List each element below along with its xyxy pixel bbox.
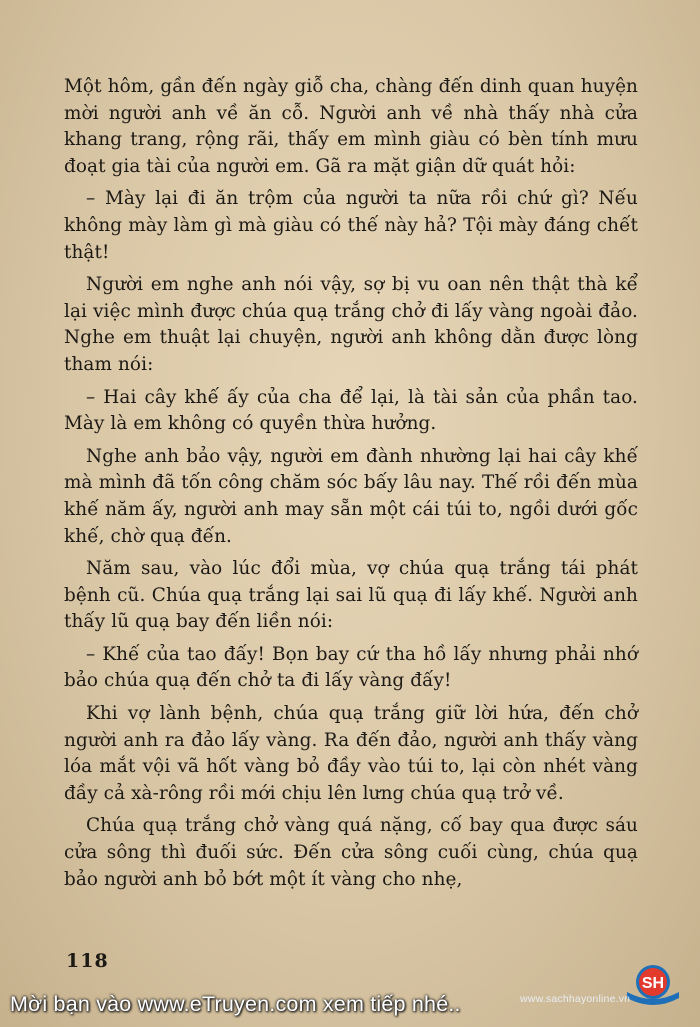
paragraph-6: Năm sau, vào lúc đổi mùa, vợ chúa quạ trắng tái phát bệnh cũ. Chúa quạ trắng lại sai lũ quạ đi lấy khế. Người anh thấy lũ quạ bay đến liền nói: [64, 558, 638, 633]
paragraph-1: Một hôm, gần đến ngày giỗ cha, chàng đến dinh quan huyện mời người anh về ăn cỗ. Người anh về nhà thấy nhà cửa khang trang, rộng rãi, thấy em mình giàu có bèn tính mưu đoạt gia tài của người em. Gã ra mặt giận dữ quát hỏi: [64, 76, 638, 177]
page-number: 118 [66, 950, 109, 972]
paragraph-8: Khi vợ lành bệnh, chúa quạ trắng giữ lời hứa, đến chở người anh ra đảo lấy vàng. Ra đến đảo, người anh thấy vàng lóa mắt vội vã hốt vàng bỏ đầy vào túi to, lại còn nhét vàng đầy cả xà-rông rồi mới chịu lên lưng chúa quạ trở về. [64, 703, 638, 804]
paragraph-3: Người em nghe anh nói vậy, sợ bị vu oan nên thật thà kể lại việc mình được chúa quạ trắng chở đi lấy vàng ngoài đảo. Nghe em thuật lại chuyện, người anh không dằn được lòng tham nói: [64, 274, 638, 375]
paragraph-9: Chúa quạ trắng chở vàng quá nặng, cố bay qua được sáu cửa sông thì đuối sức. Đến cửa sông cuối cùng, chúa quạ bảo người anh bỏ bớt một ít vàng cho nhẹ, [64, 815, 638, 890]
paragraph-4: – Hai cây khế ấy của cha để lại, là tài sản của phần tao. Mày là em không có quyền thừa hưởng. [64, 386, 638, 435]
watermark-site: www.sachhayonline.vn [520, 993, 631, 1005]
story-text [64, 74, 638, 899]
etruyen-banner[interactable]: Mời bạn vào www.eTruyen.com xem tiếp nhé.. [10, 992, 461, 1016]
logo-text: SH [641, 975, 665, 992]
paragraph-5: Nghe anh bảo vậy, người em đành nhường lại hai cây khế mà mình đã tốn công chăm sóc bấy lâu nay. Thế rồi đến mùa khế năm ấy, người anh may sẵn một cái túi to, ngồi dưới gốc khế, chờ quạ đến. [64, 445, 638, 547]
publisher-logo-icon [623, 962, 683, 1008]
paragraph-7: – Khế của tao đấy! Bọn bay cứ tha hồ lấy nhưng phải nhớ bảo chúa quạ đến chở ta đi lấy vàng đấy! [64, 643, 638, 692]
paragraph-2: – Mày lại đi ăn trộm của người ta nữa rồi chứ gì? Nếu không mày làm gì mà giàu có thế này hả? Tội mày đáng chết thật! [64, 188, 638, 263]
